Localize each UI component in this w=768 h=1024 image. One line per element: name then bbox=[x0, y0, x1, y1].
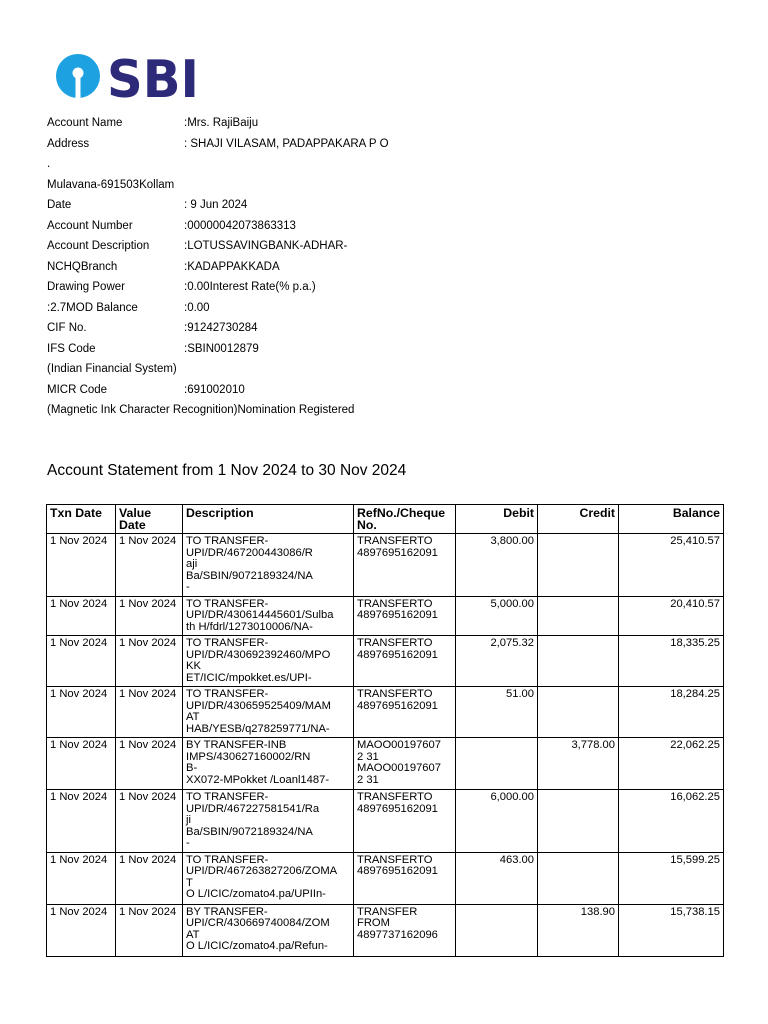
cell-balance: 18,284.25 bbox=[619, 687, 724, 738]
table-row bbox=[47, 534, 724, 597]
cell-description bbox=[183, 534, 354, 597]
cell-description bbox=[183, 636, 354, 687]
info-label: Drawing Power bbox=[47, 281, 125, 293]
cell-value-date: 1 Nov 2024 bbox=[116, 687, 183, 738]
ref-line: FROM bbox=[357, 917, 390, 929]
header-value-date: Value Date bbox=[116, 505, 183, 534]
transactions-table bbox=[46, 504, 724, 957]
ref-line: MAOO00197607 bbox=[357, 762, 441, 774]
cell-value-date: 1 Nov 2024 bbox=[116, 852, 183, 904]
info-label: . bbox=[47, 158, 51, 170]
info-label: Mulavana-691503Kollam bbox=[47, 178, 175, 191]
account-info-row bbox=[47, 298, 747, 319]
ref-line: 2 31 bbox=[357, 750, 379, 763]
description-line: UPI/DR/430614445601/Sulba bbox=[186, 609, 334, 621]
description-line: Ba/SBIN/9072189324/NA bbox=[186, 569, 313, 582]
cell-txn-date: 1 Nov 2024 bbox=[47, 738, 116, 790]
cell-ref bbox=[354, 534, 456, 597]
info-value: : SHAJI VILASAM, PADAPPAKARA P O bbox=[184, 137, 389, 150]
description-line: ET/ICIC/mpokket.es/UPI- bbox=[186, 671, 312, 684]
description-line: O L/ICIC/zomato4.pa/Refun- bbox=[186, 940, 328, 952]
cell-description bbox=[183, 790, 354, 853]
table-row bbox=[47, 790, 724, 853]
cell-description bbox=[183, 596, 354, 636]
info-label: Account Name bbox=[47, 117, 123, 129]
description-line: aji bbox=[186, 558, 198, 570]
ref-line: MAOO00197607 bbox=[357, 739, 441, 751]
ref-line: 2 31 bbox=[357, 773, 379, 786]
cell-balance: 16,062.25 bbox=[619, 790, 724, 853]
info-value: :691002010 bbox=[184, 383, 245, 396]
ref-line: 4897695162091 bbox=[357, 699, 438, 712]
cell-balance: 22,062.25 bbox=[619, 738, 724, 790]
account-info bbox=[47, 113, 747, 421]
cell-txn-date: 1 Nov 2024 bbox=[47, 852, 116, 904]
info-value: :SBIN0012879 bbox=[184, 342, 259, 355]
description-line: - bbox=[186, 837, 190, 849]
description-line: KK bbox=[186, 660, 201, 672]
info-value: :91242730284 bbox=[184, 322, 258, 334]
cell-value-date: 1 Nov 2024 bbox=[116, 738, 183, 790]
cell-balance: 15,738.15 bbox=[619, 904, 724, 956]
ref-line: TRANSFER bbox=[357, 905, 418, 918]
ref-line: TRANSFERTO bbox=[357, 597, 433, 610]
cell-ref bbox=[354, 738, 456, 790]
description-line: AT bbox=[186, 928, 200, 941]
account-info-row bbox=[47, 216, 747, 237]
cell-credit bbox=[538, 852, 619, 904]
ref-line: TRANSFERTO bbox=[357, 853, 433, 866]
brand-wordmark: SBI bbox=[107, 52, 199, 102]
statement-title: Account Statement from 1 Nov 2024 to 30 Nov 2024 bbox=[47, 462, 407, 479]
info-label: (Indian Financial System) bbox=[47, 363, 177, 375]
cell-debit bbox=[456, 738, 538, 790]
description-line: BY TRANSFER- bbox=[186, 905, 268, 918]
header-debit: Debit bbox=[456, 505, 538, 534]
header-balance: Balance bbox=[619, 505, 724, 534]
cell-ref bbox=[354, 790, 456, 853]
cell-credit: 138.90 bbox=[538, 904, 619, 956]
description-line: T bbox=[186, 876, 193, 889]
cell-value-date: 1 Nov 2024 bbox=[116, 596, 183, 636]
description-line: TO TRANSFER- bbox=[186, 597, 269, 610]
cell-txn-date: 1 Nov 2024 bbox=[47, 596, 116, 636]
info-label: :2.7MOD Balance bbox=[47, 301, 138, 314]
account-info-row bbox=[47, 175, 747, 196]
account-info-row bbox=[47, 113, 747, 134]
description-line: th H/fdrl/1273010006/NA- bbox=[186, 620, 313, 633]
description-line: UPI/CR/430669740084/ZOM bbox=[186, 917, 330, 929]
cell-credit bbox=[538, 687, 619, 738]
cell-debit: 463.00 bbox=[456, 852, 538, 904]
account-info-row bbox=[47, 400, 747, 421]
ref-line: 4897695162091 bbox=[357, 546, 438, 559]
info-label: Account Description bbox=[47, 240, 150, 252]
cell-description bbox=[183, 738, 354, 790]
cell-debit: 2,075.32 bbox=[456, 636, 538, 687]
cell-debit: 3,800.00 bbox=[456, 534, 538, 597]
cell-txn-date: 1 Nov 2024 bbox=[47, 687, 116, 738]
info-value: : 9 Jun 2024 bbox=[184, 199, 248, 211]
info-label: MICR Code bbox=[47, 383, 108, 396]
ref-line: TRANSFERTO bbox=[357, 637, 433, 649]
info-label: Account Number bbox=[47, 219, 133, 232]
account-info-row bbox=[47, 277, 747, 298]
cell-value-date: 1 Nov 2024 bbox=[116, 790, 183, 853]
account-info-row bbox=[47, 195, 747, 216]
cell-credit bbox=[538, 534, 619, 597]
cell-ref bbox=[354, 852, 456, 904]
ref-line: 4897737162096 bbox=[357, 928, 438, 941]
cell-credit bbox=[538, 790, 619, 853]
info-label: NCHQBranch bbox=[47, 260, 118, 273]
description-line: UPI/DR/430659525409/MAM bbox=[186, 699, 331, 712]
cell-value-date: 1 Nov 2024 bbox=[116, 904, 183, 956]
table-row bbox=[47, 852, 724, 904]
table-header-row bbox=[47, 505, 724, 534]
description-line: ji bbox=[186, 814, 191, 826]
account-info-row bbox=[47, 236, 747, 257]
cell-credit bbox=[538, 636, 619, 687]
description-line: TO TRANSFER- bbox=[186, 688, 269, 700]
cell-txn-date: 1 Nov 2024 bbox=[47, 790, 116, 853]
sbi-logo bbox=[55, 52, 205, 102]
info-value: :0.00Interest Rate(% p.a.) bbox=[184, 281, 316, 293]
account-info-row bbox=[47, 154, 747, 175]
cell-debit: 51.00 bbox=[456, 687, 538, 738]
cell-ref bbox=[354, 687, 456, 738]
info-label: Address bbox=[47, 137, 90, 150]
description-line: UPI/DR/467227581541/Ra bbox=[186, 802, 320, 815]
account-info-row bbox=[47, 359, 747, 380]
cell-balance: 15,599.25 bbox=[619, 852, 724, 904]
header-description: Description bbox=[183, 505, 354, 534]
cell-debit bbox=[456, 904, 538, 956]
info-value: :KADAPPAKKADA bbox=[184, 260, 280, 273]
cell-balance: 18,335.25 bbox=[619, 636, 724, 687]
cell-txn-date: 1 Nov 2024 bbox=[47, 636, 116, 687]
sbi-logo-icon bbox=[55, 52, 205, 102]
info-label: (Magnetic Ink Character Recognition)Nomination Registered bbox=[47, 404, 355, 416]
table-row bbox=[47, 904, 724, 956]
table-row bbox=[47, 687, 724, 738]
header-credit: Credit bbox=[538, 505, 619, 534]
ref-line: TRANSFERTO bbox=[357, 535, 433, 547]
cell-balance: 20,410.57 bbox=[619, 596, 724, 636]
info-value: :Mrs. RajiBaiju bbox=[184, 117, 259, 129]
info-value: :00000042073863313 bbox=[184, 219, 296, 232]
description-line: XX072-MPokket /Loanl1487- bbox=[186, 773, 330, 786]
ref-line: 4897695162091 bbox=[357, 865, 438, 877]
cell-txn-date: 1 Nov 2024 bbox=[47, 904, 116, 956]
cell-description bbox=[183, 852, 354, 904]
description-line: AT bbox=[186, 711, 200, 723]
cell-description bbox=[183, 904, 354, 956]
info-value: :0.00 bbox=[184, 301, 210, 314]
table-row bbox=[47, 596, 724, 636]
cell-debit: 5,000.00 bbox=[456, 596, 538, 636]
cell-ref bbox=[354, 904, 456, 956]
description-line: UPI/DR/430692392460/MPO bbox=[186, 648, 331, 661]
description-line: BY TRANSFER-INB bbox=[186, 739, 287, 751]
ref-line: 4897695162091 bbox=[357, 648, 438, 661]
info-label: IFS Code bbox=[47, 342, 96, 355]
cell-value-date: 1 Nov 2024 bbox=[116, 636, 183, 687]
cell-debit: 6,000.00 bbox=[456, 790, 538, 853]
account-info-row bbox=[47, 380, 747, 401]
info-label: Date bbox=[47, 199, 72, 211]
cell-txn-date: 1 Nov 2024 bbox=[47, 534, 116, 597]
cell-ref bbox=[354, 596, 456, 636]
description-line: TO TRANSFER- bbox=[186, 791, 269, 803]
description-line: TO TRANSFER- bbox=[186, 637, 269, 649]
description-line: UPI/DR/467263827206/ZOMA bbox=[186, 865, 338, 877]
account-info-row bbox=[47, 134, 747, 155]
cell-description bbox=[183, 687, 354, 738]
description-line: O L/ICIC/zomato4.pa/UPIIn- bbox=[186, 888, 326, 900]
cell-credit bbox=[538, 596, 619, 636]
ref-line: 4897695162091 bbox=[357, 802, 438, 815]
cell-ref bbox=[354, 636, 456, 687]
description-line: TO TRANSFER- bbox=[186, 853, 269, 866]
account-info-row bbox=[47, 318, 747, 339]
table-row bbox=[47, 636, 724, 687]
description-line: B- bbox=[186, 762, 198, 774]
account-info-row bbox=[47, 257, 747, 278]
description-line: TO TRANSFER- bbox=[186, 535, 269, 547]
ref-line: 4897695162091 bbox=[357, 609, 438, 621]
info-value: :LOTUSSAVINGBANK-ADHAR- bbox=[184, 240, 348, 252]
header-txn-date: Txn Date bbox=[47, 505, 116, 534]
table-row bbox=[47, 738, 724, 790]
description-line: UPI/DR/467200443086/R bbox=[186, 546, 313, 559]
cell-balance: 25,410.57 bbox=[619, 534, 724, 597]
cell-credit: 3,778.00 bbox=[538, 738, 619, 790]
account-info-row bbox=[47, 339, 747, 360]
description-line: IMPS/430627160002/RN bbox=[186, 750, 311, 763]
header-ref: RefNo./Cheque No. bbox=[354, 505, 456, 534]
ref-line: TRANSFERTO bbox=[357, 791, 433, 803]
description-line: Ba/SBIN/9072189324/NA bbox=[186, 825, 313, 838]
info-label: CIF No. bbox=[47, 322, 87, 334]
description-line: - bbox=[186, 581, 190, 593]
cell-value-date: 1 Nov 2024 bbox=[116, 534, 183, 597]
ref-line: TRANSFERTO bbox=[357, 688, 433, 700]
description-line: HAB/YESB/q278259771/NA- bbox=[186, 722, 330, 735]
